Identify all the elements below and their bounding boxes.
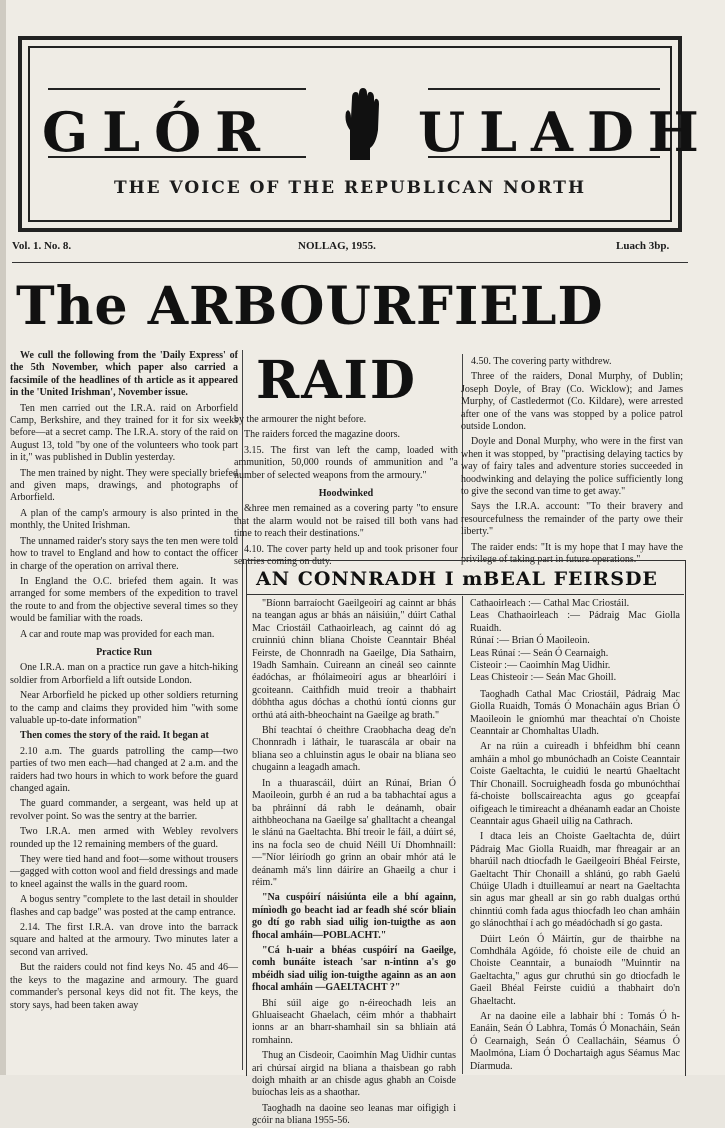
article-paragraph: Three of the raiders, Donal Murphy, of Dublin; Joseph Doyle, of Bray (Co. Wicklow); and James Murphy, of Castledermot (Co. Kildare), were arrested after one of the vans was stopped by a police patrol outside London. <box>461 371 683 433</box>
article-paragraph: by the armourer the night before. <box>234 414 367 425</box>
subheading-practice-run: Practice Run <box>96 646 152 658</box>
irish-paragraph: Bhí súil aige go n-éireochadh leis an Ghluaiseacht Ghaelach, céim mhór a thabhairt ionns ar an bharr-shamhail sin sa bhliain atá romhainn. <box>252 997 456 1046</box>
article-paragraph: Near Arborfield he picked up other soldiers returning to the camp and claims they provided him "with some valuable up-to-date information" <box>10 690 238 726</box>
masthead-title-right: ULADH <box>418 100 713 164</box>
article-paragraph: But the raiders could not find keys No. 45 and 46—the keys to the magazine and armoury. The guard commander's personal keys did not fit. The keys, the story says, had been taken away <box>10 962 238 1011</box>
column-divider <box>462 596 463 1074</box>
article-paragraph: Says the I.R.A. account: "To their bravery and resourcefulness the remainder of the party owe their liberty." <box>461 501 683 538</box>
issue-divider <box>12 262 688 263</box>
headline-line1: The ARBOURFIELD <box>16 276 604 337</box>
headline-line2: RAID <box>256 350 417 411</box>
red-hand-icon <box>340 86 380 162</box>
article-paragraph: Ten men carried out the I.R.A. raid on Arborfield Camp, Berkshire, and they trained for it for six weeks before—at a secret camp. The I.R.A. story of the raid on August 13, told "by one of the volunteers who took part in it," was published in Dublin yesterday. <box>10 402 238 464</box>
article-column-2 <box>234 414 458 568</box>
newspaper-page <box>6 0 725 1127</box>
article-paragraph: &hree men remained as a covering party "to ensure that the alarm would not be raised till both vans had time to reach their destinations." <box>234 503 458 540</box>
officer-entry: Cathaoirleach :— Cathal Mac Criostáil. <box>470 598 630 609</box>
article-paragraph: A plan of the camp's armoury is also printed in the monthly, the United Irishman. <box>10 507 238 532</box>
irish-paragraph: Ar na daoine eile a labhair bhí : Tomás Ó h-Eanáin, Seán Ó Labhra, Tomás Ó Monacháin, Seán Ó Cearnaigh, Seán Ó Ceallacháin, Séamus Ó Maolmóna, Liam Ó Dochartaigh agus Séamus Mac Díarmuda. <box>470 1011 680 1072</box>
issue-date: NOLLAG, 1955. <box>298 240 376 252</box>
issue-volume: Vol. 1. No. 8. <box>12 240 72 252</box>
irish-column-2 <box>470 598 680 1072</box>
issue-price: Luach 3bp. <box>616 240 670 252</box>
article-paragraph: The men trained by night. They were specially briefed and given maps, drawings, and photographs of Arborfield. <box>10 467 238 504</box>
officer-entry: Rúnaí :— Brian Ó Maoileoin. <box>470 635 590 647</box>
article-paragraph: A car and route map was provided for each man. <box>20 628 215 640</box>
irish-quote: "Na cuspóirí náisiúnta eile a bhí againn, mínìodh go beacht iad ar feadh shé scór bliain go dtí go rabh siad uilig ion-tuigthe as aon fhocal amháin—POBLACHT." <box>252 892 456 941</box>
officer-entry: Leas Chathaoirleach :— Pádraig Mac Giolla Ruaidh. <box>470 610 680 634</box>
irish-paragraph: Ar na rúin a cuireadh i bhfeidhm bhí ceann amháin a mhol go mbunóchadh an Coiste Ceanntair Coiste Gaeltachta, le cuidiú le neartú Ghaeltacht Thír Chonaill. Socruigheadh fosda go mbunóchthaí fá-choiste bollscaireachta agus go gceapfaí oifigeach le timireacht a dhéanamh eadar an Choiste Ceanntair agus Ghaeil uilig na Cathrach. <box>470 741 680 827</box>
irish-paragraph: Taoghadh na daoine seo leanas mar oifigigh i gcóir na bliana 1955-56. <box>252 1102 456 1127</box>
subheading-hoodwinked: Hoodwinked <box>318 488 374 500</box>
article-paragraph: 3.15. The first van left the camp, loaded with ammunition, 50,000 rounds of ammunition and "a number of selected weapons from the armoury." <box>234 444 458 481</box>
irish-paragraph: "Bíonn barraíocht Gaeilgeoirí ag cainnt ar bhás na teangan agus ar bhás an náisiúin," dúirt Cathal Mac Criostáil Cathaoirleach, ag cainnt dó ag cruinniú chinn bliana Choiste Ceanntair Bhéal Feirste, de Chonnradh na Gaeilge, Dia Sathairn, 19adh Samhain. Cuireann an cineál seo cainnte éadóchas, ar fhólaimeoirí agus ar bhearlóirí i gcoiteann. Caithfidh muid treoir a thabhairt dóbhtha agus dóchas a chothú íontú cionns gur orthú atá aith-bheochaint na Gaeilge ag brath." <box>252 598 456 721</box>
article-paragraph: The raiders forced the magazine doors. <box>244 429 401 441</box>
irish-paragraph: Taoghadh Cathal Mac Criostáil, Pádraig Mac Giolla Ruaidh, Tomás Ó Monacháin agus Brian Ó Maoileoin le gníomhú mar theachtaí o'n Choiste Ceanntair ar Chomhaltas Uladh. <box>470 688 680 738</box>
officer-entry: Leas Rúnaí :— Seán Ó Cearnaigh. <box>470 647 609 659</box>
irish-quote: "Cá h-uair a bhéas cuspóirí na Gaeilge, comh bunáite isteach 'sar n-intinn a's go mbéidh siad uilig ion-tuigthe againn as an aon fhocal amháin —GAELTACHT ?" <box>252 944 456 994</box>
article-paragraph: They were tied hand and foot—some without trousers—gagged with cotton wool and field dressings and made to kneel against the walls in the guard room. <box>10 854 238 890</box>
article-paragraph: 2.10 a.m. The guards patrolling the camp—two parties of two men each—had changed at 2 a.m. and the raiders had two hours in which to work before the guard changed again. <box>10 745 238 794</box>
article-paragraph: The guard commander, a sergeant, was held up at revolver point. So was the sentry at the barrier. <box>10 798 238 822</box>
article-intro: We cull the following from the 'Daily Express' of the 5th November, which paper also carried a facsimile of the headlines of th article as it appeared in the 'United Irishman', November issue. <box>10 350 238 399</box>
article-paragraph: The unnamed raider's story says the ten men were told how to travel to England and how to contact the officer in charge of the operation on arrival there. <box>10 535 238 572</box>
officer-entry: Cisteoir :— Caoimhín Mag Uidhir. <box>470 660 611 672</box>
irish-column-1 <box>252 598 456 1127</box>
irish-headline-rule <box>246 594 684 595</box>
masthead-rule <box>48 88 306 90</box>
irish-headline: AN CONNRADH I mBEAL FEIRSDE <box>256 568 658 590</box>
masthead-rule <box>428 88 660 90</box>
irish-paragraph: Bhí teachtaí ó cheithre Craobhacha deag de'n Chonnradh i láthair, le tuarascála ar obair na bliana seo a chluinstin agus le obair na bliana seo chugainn a leagadh amach. <box>252 725 456 774</box>
article-paragraph: One I.R.A. man on a practice run gave a hitch-hiking soldier from Arborfield a lift outside London. <box>10 662 238 686</box>
masthead-subtitle: THE VOICE OF THE REPUBLICAN NORTH <box>113 178 587 198</box>
masthead <box>18 36 713 232</box>
article-paragraph: Two I.R.A. men armed with Webley revolvers rounded up the 12 remaining members of the guard. <box>10 826 238 850</box>
article-paragraph: Doyle and Donal Murphy, who were in the first van when it was stopped, by "practising delaying tactics by way of fairy tales and adventure stories succeeded in hoodwinking and delaying the police sufficiently long to give the second van time to get away." <box>461 436 683 498</box>
article-column-1 <box>10 350 238 1070</box>
officer-entry: Leas Chisteoir :— Seán Mac Ghoill. <box>470 672 617 684</box>
article-paragraph: 4.10. The cover party held up and took prisoner four sentries coming on duty. <box>234 543 458 568</box>
article-paragraph: A bogus sentry "complete to the last detail in shoulder flashes and cap badge" was posted at the camp entrance. <box>10 894 238 918</box>
article-paragraph: 4.50. The covering party withdrew. <box>471 356 612 367</box>
masthead-title-left: GLÓR <box>42 100 275 164</box>
article-paragraph: The raider ends: "It is my hope that I may have the privilege of taking part in future operations." <box>461 541 683 566</box>
irish-paragraph: I dtaca leis an Choiste Gaeltachta de, dúirt Pádraig Mac Giolla Ruaidh, mar fhreagair ar an bharúil nach dtiocfadh le Gaeilgeoirí Bhéal Feirste, Gaeltacht Thír Chonaill a shlánú, go rabh Gaelú Chúige Uladh i dtuilleamuí ar neart na Gaeltachta sin agus mar gheall ar sin go rabh dualgas orthú chinntiú comh fada agus thiocfadh leo chan amháin go slánochthaí í ach go méadóchadh sí go gasta. <box>470 831 680 930</box>
article-column-3 <box>461 356 683 566</box>
article-paragraph: Then comes the story of the raid. It began at <box>20 730 209 742</box>
officers-list <box>470 598 680 685</box>
article-paragraph: In England the O.C. briefed them again. It was arranged for some members of the expedition to travel the route to and from the objective several times so they would be familiar with the roads. <box>10 575 238 625</box>
irish-paragraph: In a thuarascáil, dúirt an Rúnaí, Brian Ó Maoileoin, gurbh é an rud a ba tabhachtaí agus a ba phráinní dá rabh le deánamh, obair aithbheochana na Gaeilge sa' ghalltacht a cheangal le slánú na Gaeltachta. Bhí treoir le fáil, a dúirt sé, ins na focla seo de chuid Néill Uí Dhomhnaill:—"Níor léiríodh go grinn an obair mhór atá le deánamh má's linn dáiríre an Ghaeilg a chur i réim." <box>252 777 456 888</box>
irish-paragraph: Thug an Cisdeoir, Caoimhín Mag Uidhir cuntas ari chúrsaí airgid na bliana a thaisbean go rabh doigh mhaith ar an chisde agus ghabh an Coisde buíochas leis as a shaothar. <box>252 1050 456 1099</box>
irish-paragraph: Dúirt León Ó Máirtín, gur de thairbhe na Comhdhála Agóide, fó choiste eile de chuid an Choiste Ceanntair, a bunaíodh "Muinntir na Gaeltachta," agus gur chruthú sin go dtiocfadh le Gaeil Bhéal Feirste cuidiú a thabhairt do'n Ghaeltacht. <box>470 933 680 1007</box>
article-paragraph: 2.14. The first I.R.A. van drove into the barrack square and halted at the armoury. Two minutes later a second van arrived. <box>10 922 238 958</box>
